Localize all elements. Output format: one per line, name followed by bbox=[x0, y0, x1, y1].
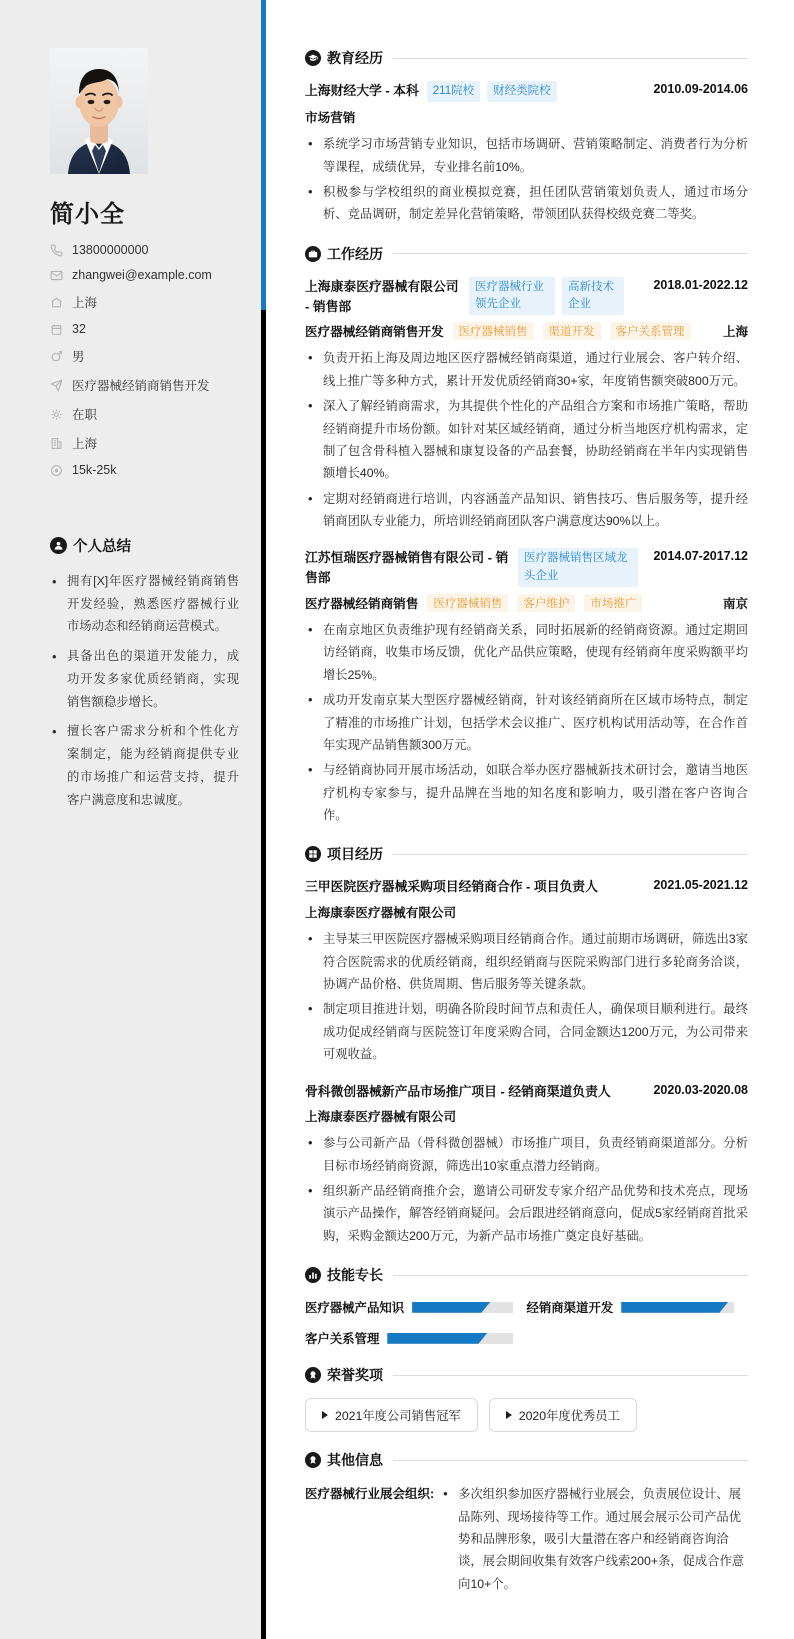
other-entry bbox=[305, 1483, 748, 1595]
contact-city bbox=[50, 293, 239, 311]
work-role: 医疗器械经销商销售开发 bbox=[305, 325, 444, 340]
honor-item[interactable] bbox=[305, 1398, 478, 1432]
list-item: • 制定项目推进计划，明确各阶段时间节点和责任人，确保项目顺利进行。最终成功促成经销商与医院签订年度采购合同，合同金额达1200万元，为公司带来可观收益。 bbox=[305, 998, 748, 1065]
project-bullets bbox=[305, 1132, 748, 1247]
skills-grid bbox=[305, 1298, 748, 1347]
briefcase-icon bbox=[305, 246, 321, 262]
person-name: 简小全 bbox=[50, 201, 125, 228]
project-bullets bbox=[305, 928, 748, 1065]
work-entry-header bbox=[305, 277, 748, 317]
skills-title: 技能专长 bbox=[327, 1267, 383, 1284]
accent-bar-blue bbox=[261, 0, 266, 310]
work-company-tags bbox=[469, 277, 624, 316]
status-icon bbox=[50, 408, 68, 421]
skill-progress-track bbox=[621, 1302, 734, 1313]
work-role-row bbox=[305, 321, 748, 340]
work-date: 2018.01-2022.12 bbox=[653, 277, 748, 292]
education-date: 2010.09-2014.06 bbox=[653, 82, 748, 96]
work-title: 工作经历 bbox=[327, 245, 383, 262]
user-circle-icon bbox=[50, 537, 67, 554]
education-school: 上海财经大学 - 本科 bbox=[305, 83, 419, 98]
skill-progress-fill bbox=[387, 1333, 487, 1344]
work-role: 医疗器械经销商销售 bbox=[305, 597, 419, 612]
skill-progress-track bbox=[387, 1333, 512, 1344]
main-content bbox=[261, 0, 794, 1639]
education-heading bbox=[305, 48, 748, 68]
education-entry bbox=[305, 81, 748, 226]
education-tags bbox=[427, 81, 557, 102]
contact-salary bbox=[50, 463, 239, 477]
honors-list bbox=[305, 1398, 748, 1432]
tag: 医疗器械行业领先企业 bbox=[469, 277, 555, 316]
contact-age-value: 32 bbox=[72, 322, 86, 336]
accent-bar-dark bbox=[261, 310, 266, 1639]
work-heading bbox=[305, 244, 748, 264]
other-heading bbox=[305, 1450, 748, 1470]
skill-name: 客户关系管理 bbox=[305, 1332, 380, 1347]
tag: 医疗器械销售 bbox=[453, 322, 534, 340]
list-item: • 组织新产品经销商推介会，邀请公司研发专家介绍产品优势和技术亮点，现场演示产品操作，解答经销商疑问。会后跟进经销商意向，促成5家经销商首批采购，采购金额达200万元，为新产品市场推广奠定良好基础。 bbox=[305, 1180, 748, 1247]
other-body bbox=[440, 1483, 748, 1595]
honors-title: 荣誉奖项 bbox=[327, 1367, 383, 1384]
list-item: • 深入了解经销商需求，为其提供个性化的产品组合方案和市场推广策略，帮助经销商提升市场份额。如针对某区域经销商，通过分析当地医疗机构需求，定制了包含骨科植入器械和康复设备的产品套餐，协助经销商在半年内实现销售额增长40%。 bbox=[305, 395, 748, 485]
contact-age bbox=[50, 322, 239, 336]
mail-icon bbox=[50, 269, 68, 282]
summary-section bbox=[50, 535, 239, 811]
work-role-row bbox=[305, 593, 748, 612]
tag: 市场推广 bbox=[584, 594, 642, 612]
phone-icon bbox=[50, 244, 68, 257]
section-rule bbox=[393, 854, 748, 855]
contact-info-list bbox=[50, 243, 239, 477]
tag: 医疗器械销售区域龙头企业 bbox=[518, 548, 638, 587]
project-date: 2020.03-2020.08 bbox=[653, 1082, 748, 1097]
section-rule bbox=[393, 1460, 748, 1461]
contact-target-role bbox=[50, 376, 239, 394]
project-entry-header bbox=[305, 1082, 748, 1102]
skill-progress-track bbox=[412, 1302, 512, 1313]
calendar-icon bbox=[50, 323, 68, 336]
building-icon bbox=[50, 437, 68, 450]
tag: 渠道开发 bbox=[543, 322, 601, 340]
list-item: • 成功开发南京某大型医疗器械经销商，针对该经销商所在区域市场特点，制定了精准的市场推广计划，包括学术会议推广、医疗机构试用活动等，在合作首年实现产品销售额300万元。 bbox=[305, 689, 748, 756]
skills-section bbox=[305, 1265, 748, 1347]
section-rule bbox=[393, 1375, 748, 1376]
salary-icon bbox=[50, 464, 68, 477]
contact-gender-value: 男 bbox=[72, 350, 85, 364]
education-bullets bbox=[305, 133, 748, 226]
contact-city-value: 上海 bbox=[72, 296, 98, 310]
list-item: • 主导某三甲医院医疗器械采购项目经销商合作。通过前期市场调研，筛选出3家符合医院需求的优质经销商，组织经销商与医院采购部门进行多轮商务洽谈，协调产品价格、供货周期、售后服务等关键条款。 bbox=[305, 928, 748, 995]
list-item: • 擅长客户需求分析和个性化方案制定，能为经销商提供专业的市场推广和运营支持，提升客户满意度和忠诚度。 bbox=[50, 720, 239, 811]
work-entry bbox=[305, 277, 748, 533]
other-section bbox=[305, 1450, 748, 1595]
skill-progress-fill bbox=[621, 1302, 728, 1313]
honor-item[interactable] bbox=[489, 1398, 637, 1432]
list-item: • 具备出色的渠道开发能力，成功开发多家优质经销商，实现销售额稳步增长。 bbox=[50, 645, 239, 713]
list-item: • 定期对经销商进行培训，内容涵盖产品知识、销售技巧、售后服务等，提升经销商团队专业能力，所培训经销商团队客户满意度达90%以上。 bbox=[305, 488, 748, 533]
project-grid-icon bbox=[305, 846, 321, 862]
project-entry bbox=[305, 877, 748, 1065]
list-item: • 与经销商协同开展市场活动，如联合举办医疗器械新技术研讨会，邀请当地医疗机构专家参与，提升品牌在当地的知名度和影响力，吸引潜在客户咨询合作。 bbox=[305, 759, 748, 826]
project-name: 骨科微创器械新产品市场推广项目 - 经销商渠道负责人 bbox=[305, 1083, 611, 1099]
contact-status-value: 在职 bbox=[72, 408, 98, 422]
section-rule bbox=[393, 253, 748, 254]
education-entry-header bbox=[305, 81, 748, 102]
work-company: 上海康泰医疗器械有限公司 - 销售部 bbox=[305, 278, 459, 314]
list-item: • 拥有[X]年医疗器械经销商销售开发经验，熟悉医疗器械行业市场动态和经销商运营模式。 bbox=[50, 570, 239, 638]
award-icon bbox=[305, 1367, 321, 1383]
send-icon bbox=[50, 379, 68, 392]
work-location: 上海 bbox=[722, 324, 748, 339]
contact-email bbox=[50, 268, 239, 282]
education-section bbox=[305, 48, 748, 226]
graduation-cap-icon bbox=[305, 50, 321, 66]
summary-title: 个人总结 bbox=[73, 539, 131, 555]
project-entry bbox=[305, 1082, 748, 1248]
education-major: 市场营销 bbox=[305, 111, 356, 126]
summary-bullets bbox=[50, 570, 239, 811]
list-item: • 积极参与学校组织的商业模拟竞赛，担任团队营销策划负责人，通过市场分析、竞品调研，制定差异化营销策略，带领团队获得校级竞赛二等奖。 bbox=[305, 181, 748, 226]
tag: 财经类院校 bbox=[487, 81, 557, 102]
section-rule bbox=[393, 58, 748, 59]
project-date: 2021.05-2021.12 bbox=[653, 878, 748, 893]
project-company: 上海康泰医疗器械有限公司 bbox=[305, 906, 457, 921]
tag: 客户关系管理 bbox=[610, 322, 691, 340]
skill-name: 医疗器械产品知识 bbox=[305, 1301, 405, 1316]
sidebar bbox=[0, 0, 261, 1639]
contact-phone bbox=[50, 243, 239, 257]
contact-status bbox=[50, 405, 239, 423]
skill-name: 经销商渠道开发 bbox=[526, 1301, 614, 1316]
honors-heading bbox=[305, 1365, 748, 1385]
section-rule bbox=[393, 1275, 748, 1276]
honor-label: 2020年度优秀员工 bbox=[518, 1409, 620, 1424]
work-bullets bbox=[305, 347, 748, 532]
tag: 高新技术企业 bbox=[562, 277, 624, 316]
list-item: • 负责开拓上海及周边地区医疗器械经销商渠道，通过行业展会、客户转介绍、线上推广等多种方式，累计开发优质经销商30+家，年度销售额突破800万元。 bbox=[305, 347, 748, 392]
honor-label: 2021年度公司销售冠军 bbox=[335, 1409, 461, 1424]
skill-item bbox=[527, 1298, 749, 1316]
contact-target-role-value: 医疗器械经销商销售开发 bbox=[72, 379, 210, 393]
avatar-photo bbox=[50, 48, 148, 174]
tag: 客户维护 bbox=[517, 594, 575, 612]
projects-section bbox=[305, 844, 748, 1247]
skills-heading bbox=[305, 1265, 748, 1285]
list-item: • 在南京地区负责维护现有经销商关系，同时拓展新的经销商资源。通过定期回访经销商，收集市场反馈，优化产品供应策略，使现有经销商年度采购额平均增长25%。 bbox=[305, 619, 748, 686]
skill-item bbox=[305, 1298, 527, 1316]
home-icon bbox=[50, 296, 68, 309]
other-title: 其他信息 bbox=[327, 1452, 383, 1469]
projects-heading bbox=[305, 844, 748, 864]
tag: 医疗器械销售 bbox=[427, 594, 508, 612]
contact-email-value: zhangwei@example.com bbox=[72, 268, 212, 282]
tag: 211院校 bbox=[427, 81, 480, 102]
work-section bbox=[305, 244, 748, 827]
project-company: 上海康泰医疗器械有限公司 bbox=[305, 1110, 457, 1125]
work-company: 江苏恒瑞医疗器械销售有限公司 - 销售部 bbox=[305, 550, 509, 586]
project-name: 三甲医院医疗器械采购项目经销商合作 - 项目负责人 bbox=[305, 879, 598, 895]
education-title: 教育经历 bbox=[327, 50, 383, 66]
list-item: • 多次组织参加医疗器械行业展会，负责展位设计、展品陈列、现场接待等工作。通过展会展示公司产品优势和品牌形象，吸引大量潜在客户和经销商咨询洽谈，展会期间收集有效客户线索200+条，促成合作意向10+个。 bbox=[440, 1483, 748, 1595]
contact-gender bbox=[50, 347, 239, 365]
work-bullets bbox=[305, 619, 748, 826]
list-item: • 参与公司新产品（骨科微创器械）市场推广项目，负责经销商渠道部分。分析目标市场经销商资源，筛选出10家重点潜力经销商。 bbox=[305, 1132, 748, 1177]
honors-section bbox=[305, 1365, 748, 1432]
projects-title: 项目经历 bbox=[327, 846, 383, 863]
work-entry bbox=[305, 548, 748, 826]
work-company-tags bbox=[518, 548, 638, 587]
contact-work-city-value: 上海 bbox=[72, 437, 98, 451]
award-icon bbox=[305, 1452, 321, 1468]
work-date: 2014.07-2017.12 bbox=[653, 549, 748, 564]
summary-heading bbox=[50, 535, 239, 556]
other-label: 医疗器械行业展会组织: bbox=[305, 1487, 435, 1502]
contact-work-city bbox=[50, 434, 239, 452]
work-entry-header bbox=[305, 548, 748, 588]
play-triangle-icon bbox=[322, 1411, 328, 1419]
list-item: • 系统学习市场营销专业知识，包括市场调研、营销策略制定、消费者行为分析等课程，成绩优异，专业排名前10%。 bbox=[305, 133, 748, 178]
project-entry-header bbox=[305, 877, 748, 897]
contact-phone-value: 13800000000 bbox=[72, 243, 149, 257]
skill-item bbox=[305, 1329, 527, 1347]
play-triangle-icon bbox=[506, 1411, 512, 1419]
work-location: 南京 bbox=[722, 596, 748, 611]
chart-bar-icon bbox=[305, 1267, 321, 1283]
contact-salary-value: 15k-25k bbox=[72, 463, 117, 477]
gender-icon bbox=[50, 350, 68, 363]
skill-progress-fill bbox=[412, 1302, 490, 1313]
